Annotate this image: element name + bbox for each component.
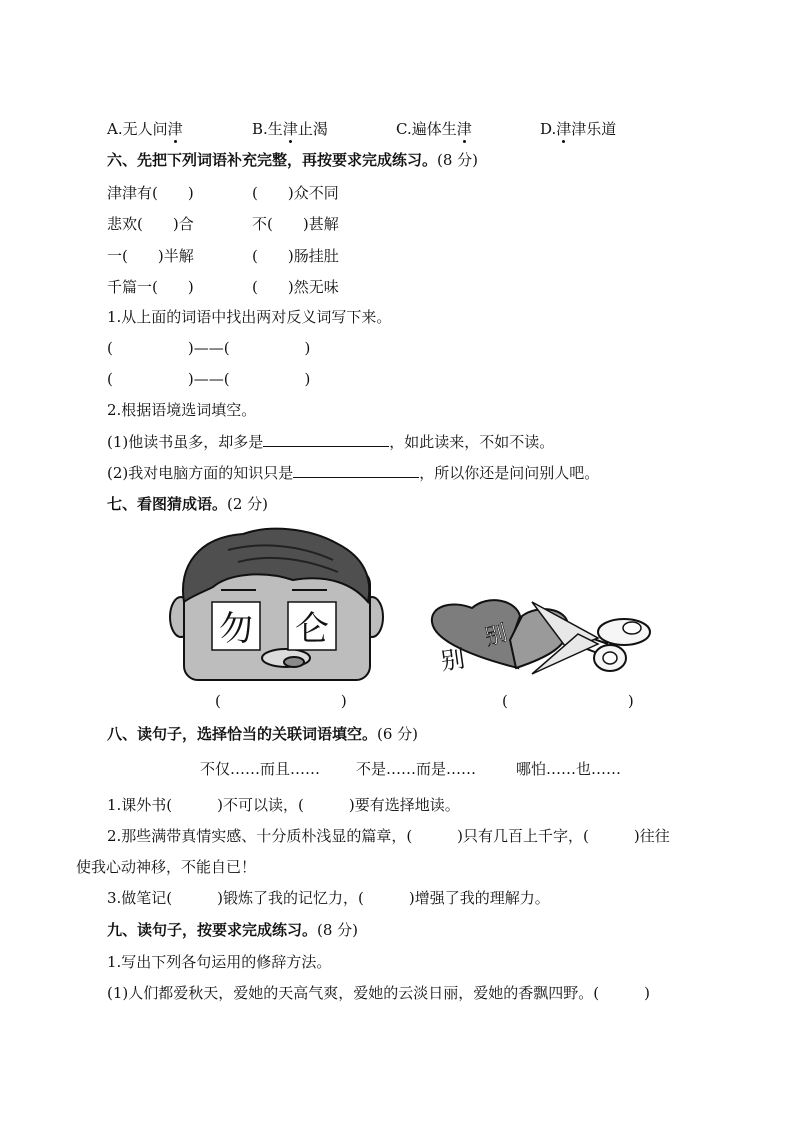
s6-question-2: 2.根据语境选词填空。 [107,401,257,419]
section-9-heading: 九、读句子，按要求完成练习。(8 分) [107,921,359,939]
pic2-char-1: 别 [482,620,511,651]
s8-question-2-line-2: 使我心动神移，不能自已！ [76,858,257,876]
option-a: A.无人问津 [107,120,183,138]
s9-question-1: 1.写出下列各句运用的修辞方法。 [107,953,332,971]
word-4: 不( )甚解 [252,215,339,233]
conjunction-choice-1: 不仅……而且…… [200,760,321,778]
word-1: 津津有( ) [107,184,194,202]
heart-scissors-picture [428,598,664,682]
conjunction-choice-3: 哪怕……也…… [516,760,622,778]
pic1-char-2: 仑 [295,609,329,649]
antonym-pair-1: ( )——( ) [107,339,311,357]
cartoon-head-picture [168,522,388,684]
picture-2-answer: ( ) [502,692,634,710]
s8-question-2-line-1: 2.那些满带真情实感、十分质朴浅显的篇章，( )只有几百上千字，( )往往 [107,827,670,845]
conjunction-choice-2: 不是……而是…… [356,760,477,778]
s6-q2-sentence-1: (1)他读书虽多，却多是 ，如此读来，不如不读。 [107,433,555,451]
picture-1-answer: ( ) [215,692,347,710]
option-d: D.津津乐道 [540,120,617,138]
pic1-char-1: 勿 [219,609,253,649]
pic2-char-2: 别 [439,644,467,676]
word-6: ( )肠挂肚 [252,247,339,265]
option-b: B.生津止渴 [252,120,328,138]
section-7-heading: 七、看图猜成语。(2 分) [107,495,269,513]
option-c: C.遍体生津 [396,120,472,138]
s8-question-3: 3.做笔记( )锻炼了我的记忆力，( )增强了我的理解力。 [107,889,550,907]
s9-question-1-item-1: (1)人们都爱秋天，爱她的天高气爽，爱她的云淡日丽，爱她的香飘四野。( ) [107,984,650,1002]
s8-question-1: 1.课外书( )不可以读，( )要有选择地读。 [107,796,460,814]
s6-question-1: 1.从上面的词语中找出两对反义词写下来。 [107,308,392,326]
word-8: ( )然无味 [252,278,339,296]
fill-blank [293,463,419,478]
word-7: 千篇一( ) [107,278,194,296]
fill-blank [263,432,389,447]
word-3: 悲欢( )合 [107,215,194,233]
section-6-heading: 六、先把下列词语补充完整，再按要求完成练习。(8 分) [107,151,479,169]
s6-q2-sentence-2: (2)我对电脑方面的知识只是 ，所以你还是问问别人吧。 [107,464,600,482]
section-8-heading: 八、读句子，选择恰当的关联词语填空。(6 分) [107,725,419,743]
word-2: ( )众不同 [252,184,339,202]
antonym-pair-2: ( )——( ) [107,370,311,388]
word-5: 一( )半解 [107,247,194,265]
